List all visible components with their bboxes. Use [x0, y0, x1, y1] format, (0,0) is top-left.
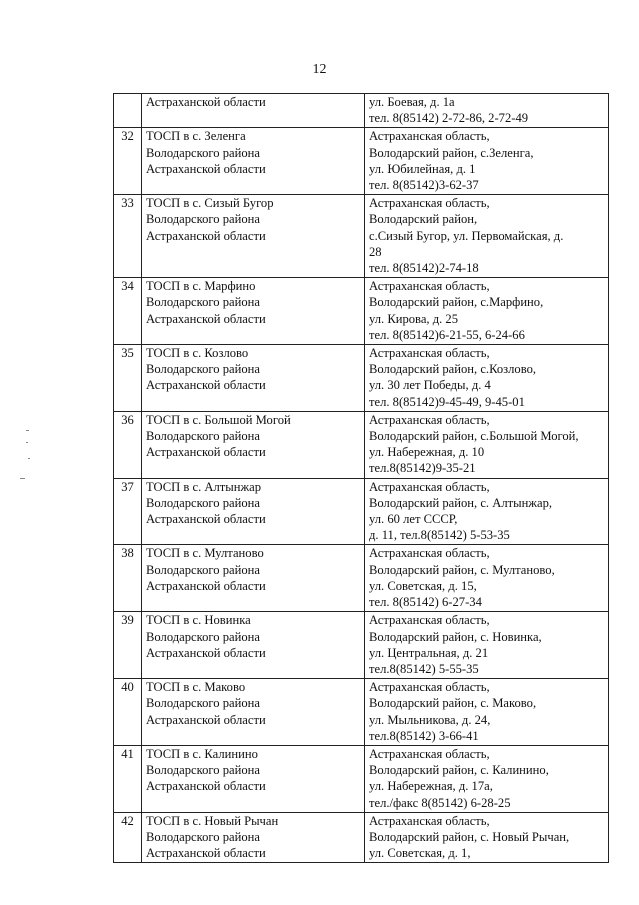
office-address-line: ул. Юбилейная, д. 1 — [369, 161, 476, 176]
office-address-line: Астраханская область, — [369, 746, 490, 761]
office-name-cell — [142, 612, 365, 679]
office-name-line: Астраханской области — [146, 512, 266, 527]
office-name-line: Астраханской области — [146, 846, 266, 861]
office-name-line: Астраханской области — [146, 779, 266, 794]
office-address-line: ул. Мыльникова, д. 24, — [369, 712, 491, 727]
office-address-line: ул. 60 лет СССР, — [369, 512, 458, 527]
office-address-line: Володарский район, с.Козлово, — [369, 362, 537, 377]
row-number: 38 — [114, 545, 142, 612]
office-address-cell — [365, 128, 609, 195]
office-address-line: ул. Центральная, д. 21 — [369, 645, 489, 660]
office-address-line: Володарский район, с. Алтынжар, — [369, 495, 553, 510]
office-address-line: тел. 8(85142) 6-27-34 — [369, 595, 482, 610]
office-address-line: Астраханская область, — [369, 129, 490, 144]
office-address-line: тел.8(85142) 3-66-41 — [369, 728, 479, 743]
office-address-line: ул. Набережная, д. 17а, — [369, 779, 493, 794]
office-address-line: ул. 30 лет Победы, д. 4 — [369, 378, 491, 393]
office-name-line: ТОСП в с. Мултаново — [146, 546, 264, 561]
office-name-cell — [142, 195, 365, 278]
office-address-line: ул. Советская, д. 15, — [369, 578, 477, 593]
office-address-line: тел.8(85142) 5-55-35 — [369, 661, 479, 676]
office-address-line: Астраханская область, — [369, 279, 490, 294]
office-name-line: Володарского района — [146, 362, 260, 377]
office-address-line: ул. Советская, д. 1, — [369, 846, 471, 861]
office-address-line: Володарский район, с. Новый Рычан, — [369, 829, 570, 844]
office-address-line: Астраханская область, — [369, 813, 490, 828]
office-name-line: Володарского района — [146, 145, 260, 160]
office-name-line: ТОСП в с. Сизый Бугор — [146, 196, 274, 211]
office-address-line: Володарский район, с. Маково, — [369, 696, 537, 711]
row-number: 35 — [114, 345, 142, 412]
office-address-line: тел. 8(85142)2-74-18 — [369, 261, 479, 276]
table-row — [114, 345, 609, 412]
office-name-line: Володарского района — [146, 696, 260, 711]
office-address-cell — [365, 545, 609, 612]
office-address-line: Володарский район, с.Зеленга, — [369, 145, 534, 160]
office-address-line: тел. 8(85142) 2-72-86, 2-72-49 — [369, 111, 529, 126]
office-name-line: ТОСП в с. Алтынжар — [146, 479, 262, 494]
row-number: 40 — [114, 679, 142, 746]
office-name-cell — [142, 345, 365, 412]
table-row — [114, 128, 609, 195]
office-name-line: Астраханской области — [146, 712, 266, 727]
office-address-line: Астраханская область, — [369, 546, 490, 561]
row-number: 39 — [114, 612, 142, 679]
row-number: 32 — [114, 128, 142, 195]
office-address-line: Володарский район, — [369, 212, 478, 227]
office-address-line: с.Сизый Бугор, ул. Первомайская, д. — [369, 228, 564, 243]
office-address-line: ул. Кирова, д. 25 — [369, 311, 459, 326]
office-address-cell — [365, 195, 609, 278]
office-address-line: Астраханская область, — [369, 680, 490, 695]
office-address-line: тел./факс 8(85142) 6-28-25 — [369, 795, 511, 810]
office-address-cell — [365, 411, 609, 478]
office-address-cell — [365, 812, 609, 863]
table-row — [114, 612, 609, 679]
office-name-line: ТОСП в с. Новый Рычан — [146, 813, 279, 828]
office-address-table — [113, 93, 609, 863]
office-name-line: ТОСП в с. Зеленга — [146, 129, 246, 144]
office-name-line: Астраханской области — [146, 645, 266, 660]
office-name-cell — [142, 679, 365, 746]
office-address-line: Володарский район, с. Калинино, — [369, 763, 549, 778]
office-name-cell — [142, 545, 365, 612]
office-name-cell — [142, 812, 365, 863]
office-address-line: ул. Боевая, д. 1а — [369, 95, 455, 109]
office-name-line: Астраханской области — [146, 378, 266, 393]
table-row — [114, 195, 609, 278]
office-address-cell — [365, 679, 609, 746]
office-name-line: Астраханской области — [146, 445, 266, 460]
table-row — [114, 812, 609, 863]
office-address-line: Володарский район, с. Мултаново, — [369, 562, 555, 577]
office-address-line: д. 11, тел.8(85142) 5-53-35 — [369, 528, 510, 543]
office-name-line: Володарского района — [146, 495, 260, 510]
office-name-line: ТОСП в с. Большой Могой — [146, 412, 291, 427]
table-row — [114, 745, 609, 812]
row-number: 34 — [114, 278, 142, 345]
office-name-line: Володарского района — [146, 763, 260, 778]
table-row — [114, 545, 609, 612]
office-name-cell — [142, 128, 365, 195]
office-name-cell — [142, 478, 365, 545]
office-address-line: Астраханская область, — [369, 479, 490, 494]
office-address-cell — [365, 478, 609, 545]
office-name-line: Володарского района — [146, 295, 260, 310]
office-name-line: ТОСП в с. Козлово — [146, 346, 249, 361]
office-address-line: Володарский район, с.Марфино, — [369, 295, 544, 310]
row-number: 37 — [114, 478, 142, 545]
office-address-line: тел. 8(85142)6-21-55, 6-24-66 — [369, 327, 525, 342]
office-address-line: Володарский район, с.Большой Могой, — [369, 429, 579, 444]
office-address-cell — [365, 94, 609, 128]
office-name-line: Астраханской области — [146, 161, 266, 176]
office-address-line: Астраханская область, — [369, 196, 490, 211]
table-row — [114, 94, 609, 128]
office-address-line: Володарский район, с. Новинка, — [369, 629, 542, 644]
row-number: 33 — [114, 195, 142, 278]
office-address-line: тел.8(85142)9-35-21 — [369, 461, 476, 476]
table-row — [114, 411, 609, 478]
office-address-cell — [365, 278, 609, 345]
office-address-cell — [365, 612, 609, 679]
table-row — [114, 478, 609, 545]
office-name-line: Астраханской области — [146, 95, 266, 109]
office-address-line: 28 — [369, 244, 382, 259]
office-name-line: Володарского района — [146, 429, 260, 444]
table-row — [114, 278, 609, 345]
office-name-line: Володарского района — [146, 562, 260, 577]
page-number: 12 — [312, 62, 327, 77]
row-number — [114, 94, 142, 128]
office-address-line: тел. 8(85142)9-45-49, 9-45-01 — [369, 394, 525, 409]
office-name-line: Астраханской области — [146, 311, 266, 326]
office-name-line: Астраханской области — [146, 578, 266, 593]
office-name-cell — [142, 411, 365, 478]
office-name-cell — [142, 745, 365, 812]
office-address-table-body — [114, 94, 609, 863]
office-name-line: ТОСП в с. Калинино — [146, 746, 258, 761]
office-name-cell — [142, 278, 365, 345]
table-row — [114, 679, 609, 746]
office-name-line: Володарского района — [146, 212, 260, 227]
office-name-line: Володарского района — [146, 629, 260, 644]
office-name-cell — [142, 94, 365, 128]
row-number: 36 — [114, 411, 142, 478]
office-name-line: ТОСП в с. Новинка — [146, 613, 251, 628]
row-number: 41 — [114, 745, 142, 812]
office-address-line: Астраханская область, — [369, 412, 490, 427]
office-address-line: Астраханская область, — [369, 346, 490, 361]
office-address-cell — [365, 345, 609, 412]
office-address-line: Астраханская область, — [369, 613, 490, 628]
margin-scan-marks — [18, 430, 58, 490]
office-name-line: ТОСП в с. Марфино — [146, 279, 256, 294]
office-address-line: ул. Набережная, д. 10 — [369, 445, 485, 460]
office-address-line: тел. 8(85142)3-62-37 — [369, 178, 479, 193]
office-name-line: ТОСП в с. Маково — [146, 680, 246, 695]
office-address-cell — [365, 745, 609, 812]
row-number: 42 — [114, 812, 142, 863]
office-name-line: Володарского района — [146, 829, 260, 844]
office-name-line: Астраханской области — [146, 228, 266, 243]
